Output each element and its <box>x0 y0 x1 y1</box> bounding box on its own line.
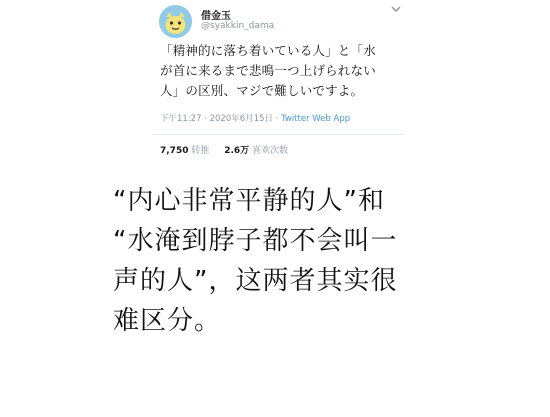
retweets-count[interactable]: 7,750 <box>160 146 189 156</box>
likes-count[interactable]: 2.6万 <box>224 146 250 156</box>
caption-line: 难区分。 <box>113 306 222 336</box>
user-handle[interactable]: @syakkin_dama <box>201 21 275 31</box>
tweet-text-line: 「精神的に落ち着いている人」と「水 <box>160 43 376 58</box>
meta-separator: · <box>272 114 282 124</box>
retweets-label[interactable]: 转推 <box>191 146 210 156</box>
tweet-text-line: 人」の区別、マジで難しいですよ。 <box>160 83 364 98</box>
caption-line: “内心非常平静的人”和 <box>113 186 385 216</box>
caption-line: “水淹到脖子都不会叫一 <box>113 226 398 256</box>
tweet-meta <box>160 112 350 124</box>
display-name[interactable]: 借金玉 <box>201 11 231 22</box>
tweet-text <box>160 41 403 101</box>
tweet-stats <box>160 143 300 156</box>
source-link[interactable]: Twitter Web App <box>281 114 351 124</box>
caption-text <box>113 181 533 341</box>
chevron-down-icon[interactable] <box>390 4 402 14</box>
divider <box>152 134 404 135</box>
avatar[interactable] <box>159 5 192 38</box>
caption-line: 声的人”，这两者其实很 <box>113 266 398 296</box>
cartoon-avatar-icon <box>159 5 192 38</box>
tweet-text-line: が首に来るまで悲鳴一つ上げられない <box>160 63 376 78</box>
timestamp[interactable]: 下午11:27 · 2020年6月15日 <box>160 114 273 124</box>
likes-label[interactable]: 喜欢次数 <box>252 146 289 156</box>
